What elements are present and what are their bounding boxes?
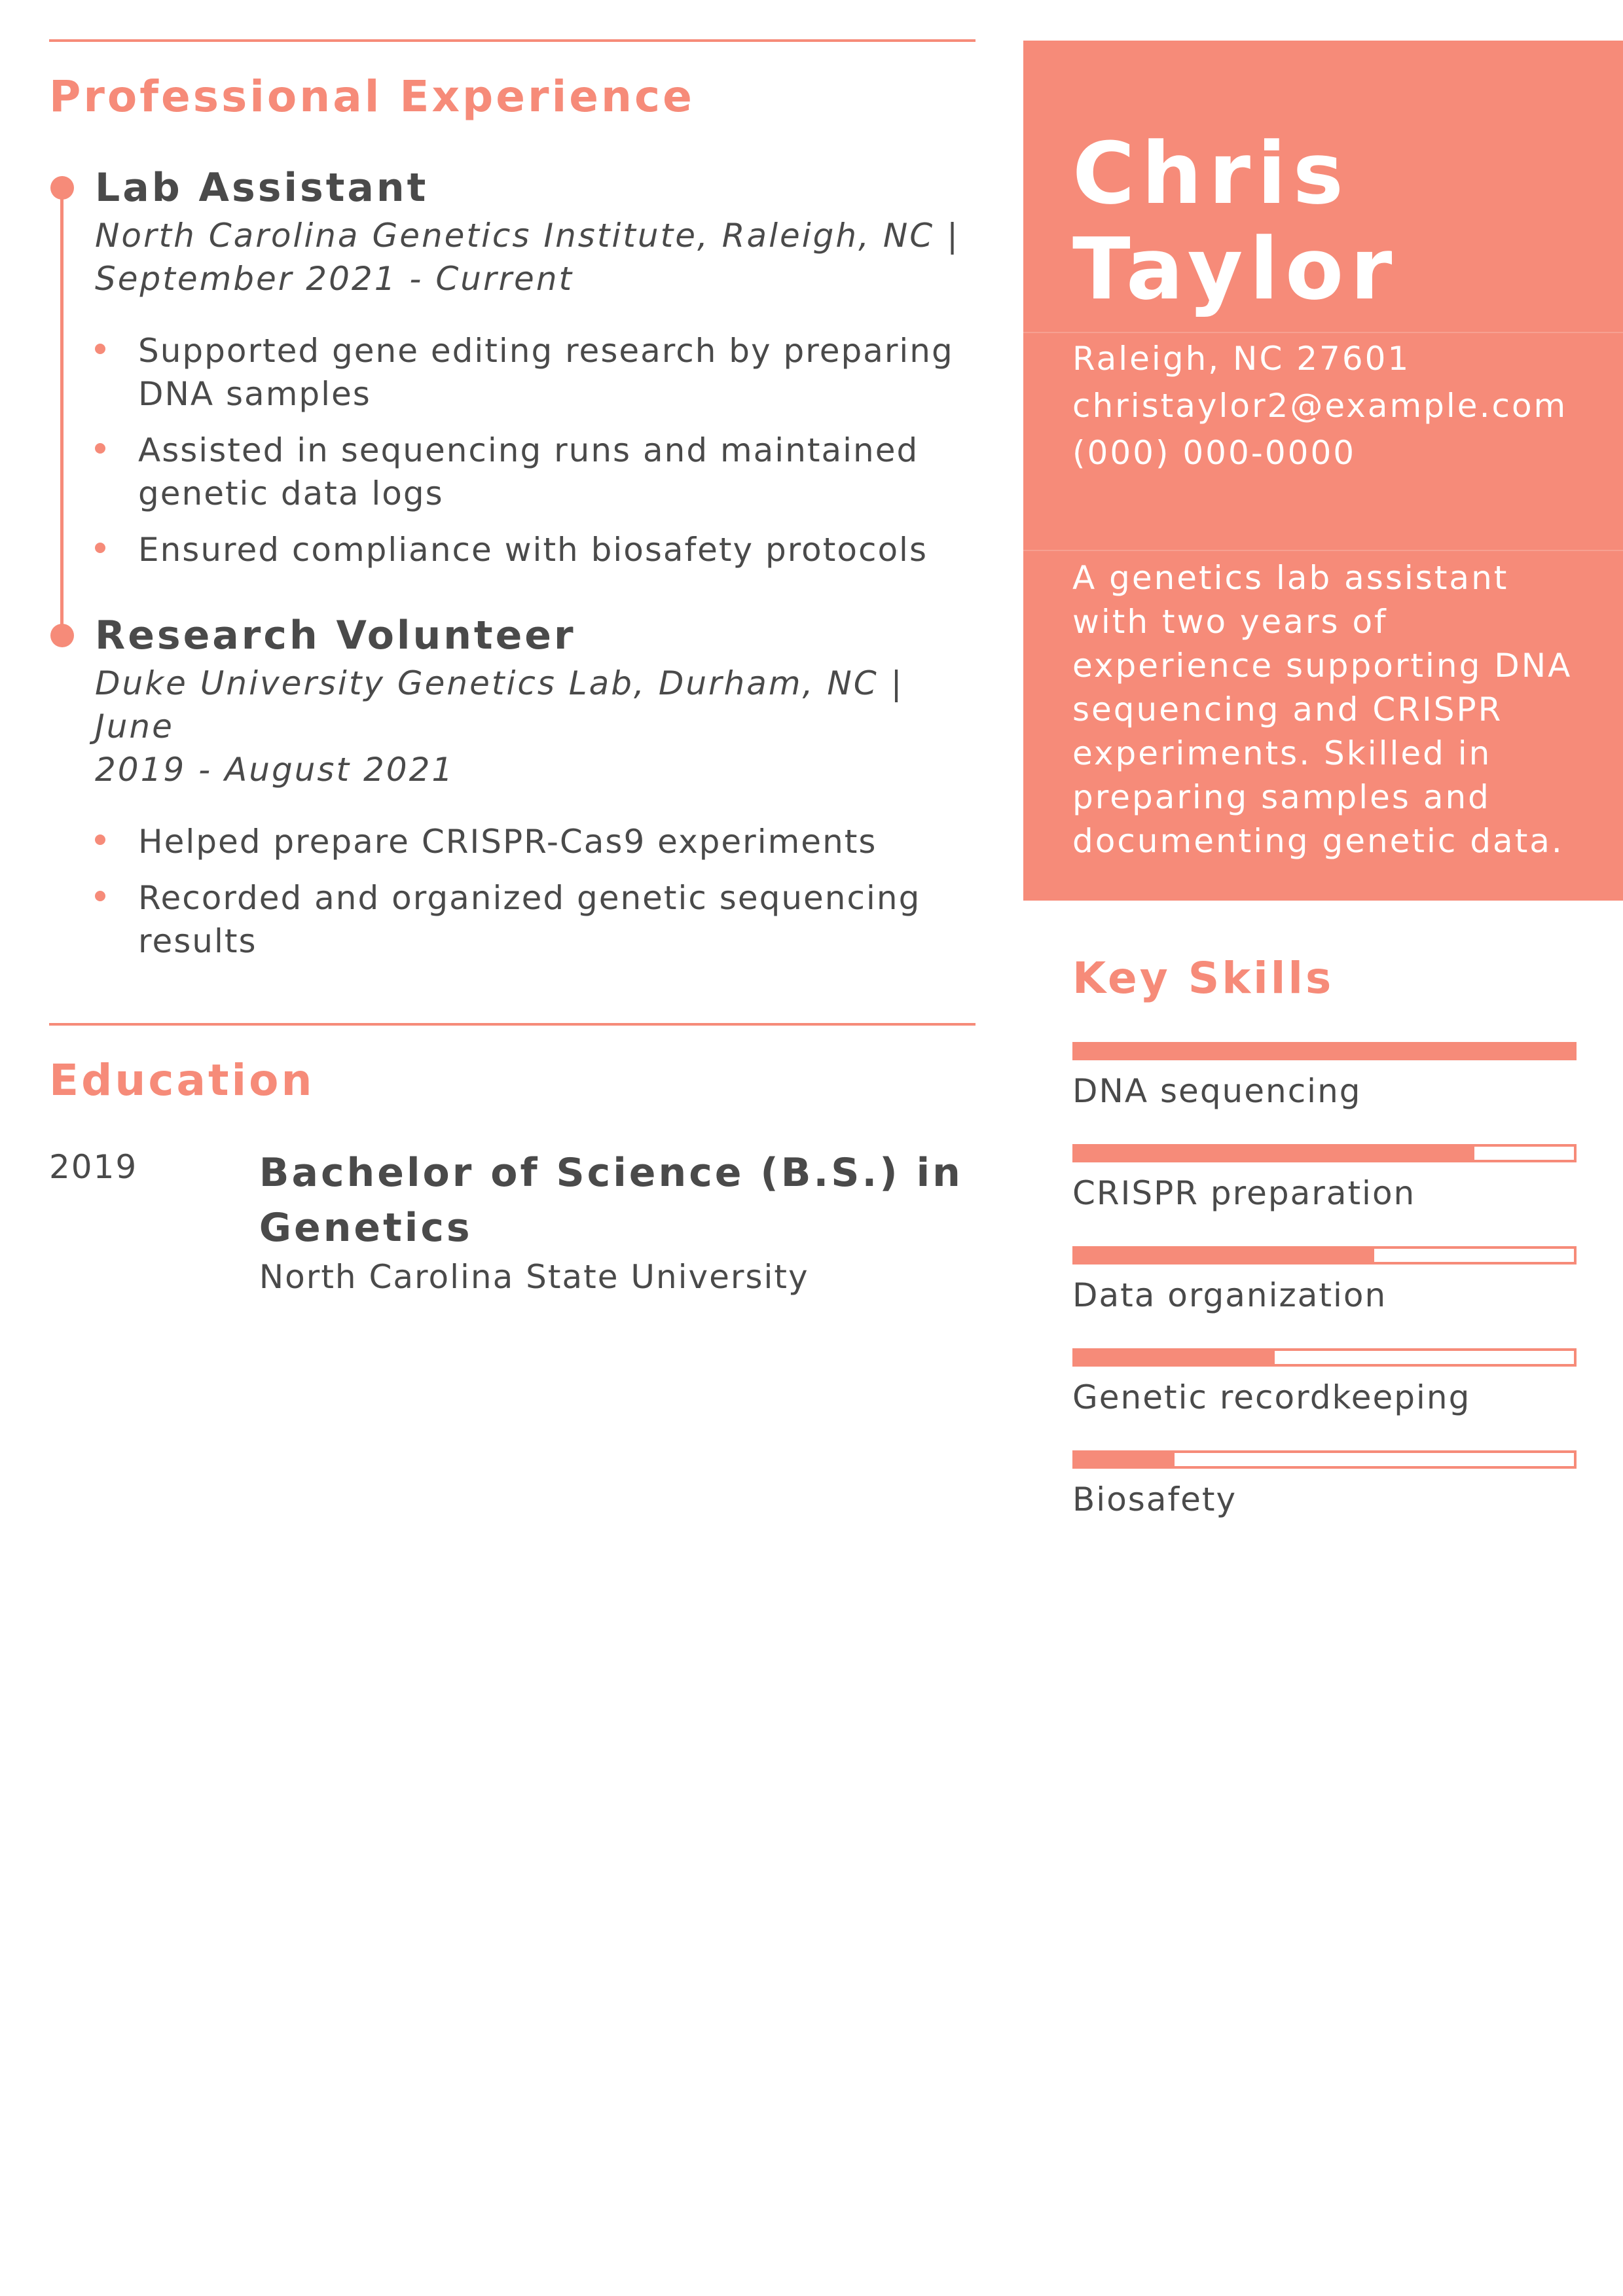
- bullet-text: Supported gene editing research by preparing DNA samples: [138, 332, 954, 414]
- skill-item: [1072, 1246, 1577, 1317]
- education-heading: Education: [49, 1055, 315, 1106]
- skill-item: [1072, 1348, 1577, 1419]
- bullet-dot-icon: [95, 543, 105, 553]
- job-bullets: [95, 329, 976, 571]
- list-item: [95, 429, 976, 515]
- skill-level-fill: [1075, 1045, 1574, 1058]
- bullet-dot-icon: [95, 891, 105, 901]
- bullet-text: Recorded and organized genetic sequencing results: [138, 879, 921, 961]
- job-title: Research Volunteer: [95, 613, 576, 659]
- bullet-text: Ensured compliance with biosafety protocols: [138, 531, 928, 569]
- profile-panel: [1023, 41, 1623, 901]
- panel-divider: [1023, 550, 1623, 551]
- left-column: [49, 39, 976, 1299]
- list-item: [95, 528, 976, 571]
- section-divider: [49, 39, 976, 42]
- contact-info: [1072, 335, 1567, 476]
- contact-phone[interactable]: (000) 000-0000: [1072, 434, 1357, 472]
- first-name: Chris: [1072, 124, 1351, 223]
- education-section: [49, 1023, 976, 1299]
- education-entry: [49, 1145, 976, 1299]
- job-meta: [95, 214, 976, 300]
- job-meta-line: 2019 - August 2021: [95, 751, 455, 789]
- candidate-name: [1072, 126, 1398, 317]
- job-meta-line: Duke University Genetics Lab, Durham, NC | June: [95, 664, 904, 746]
- experience-heading: Professional Experience: [49, 71, 695, 122]
- profile-summary: A genetics lab assistant with two years of experience supporting DNA sequencing and CRISPR experiments. Skilled in preparing samples and documenting genetic data.: [1072, 559, 1573, 860]
- skill-level-fill: [1075, 1453, 1175, 1466]
- bullet-text: Assisted in sequencing runs and maintained genetic data logs: [138, 431, 919, 513]
- skill-level-bar: [1072, 1246, 1577, 1265]
- education-degree: Bachelor of Science (B.S.) in Genetics: [259, 1150, 963, 1251]
- skill-level-fill: [1075, 1249, 1374, 1262]
- bullet-dot-icon: [95, 443, 105, 454]
- job-title: Lab Assistant: [95, 165, 429, 211]
- list-item: [95, 876, 976, 963]
- skill-level-bar: [1072, 1450, 1577, 1469]
- skill-item: [1072, 1450, 1577, 1521]
- timeline-dot-icon: [50, 624, 74, 647]
- skills-section: [1072, 952, 1577, 1552]
- skill-label: Data organization: [1072, 1276, 1387, 1315]
- bullet-dot-icon: [95, 834, 105, 845]
- education-year: 2019: [49, 1148, 138, 1187]
- job-meta-line: September 2021 - Current: [95, 260, 574, 298]
- skill-label: Biosafety: [1072, 1480, 1237, 1519]
- skill-level-fill: [1075, 1351, 1275, 1364]
- bullet-text: Helped prepare CRISPR-Cas9 experiments: [138, 823, 877, 861]
- skill-level-fill: [1075, 1147, 1474, 1160]
- job-bullets: [95, 820, 976, 963]
- skill-level-bar: [1072, 1042, 1577, 1060]
- panel-divider: [1023, 332, 1623, 333]
- last-name: Taylor: [1072, 219, 1399, 319]
- skill-level-bar: [1072, 1144, 1577, 1162]
- education-details: [259, 1145, 976, 1299]
- skills-list: [1072, 1042, 1577, 1521]
- job-meta-line: North Carolina Genetics Institute, Raleigh, NC |: [95, 217, 960, 255]
- job-entry: [49, 612, 976, 963]
- skill-label: CRISPR preparation: [1072, 1174, 1416, 1213]
- job-entry: [49, 164, 976, 571]
- skills-heading: Key Skills: [1072, 953, 1334, 1003]
- timeline-dot-icon: [50, 176, 74, 200]
- education-school: North Carolina State University: [259, 1258, 809, 1297]
- skill-item: [1072, 1144, 1577, 1215]
- list-item: [95, 820, 976, 863]
- list-item: [95, 329, 976, 416]
- experience-timeline: [49, 164, 976, 963]
- skill-label: DNA sequencing: [1072, 1072, 1362, 1111]
- skill-label: Genetic recordkeeping: [1072, 1378, 1471, 1417]
- contact-location: Raleigh, NC 27601: [1072, 340, 1411, 378]
- skill-item: [1072, 1042, 1577, 1113]
- bullet-dot-icon: [95, 344, 105, 354]
- contact-email[interactable]: christaylor2@example.com: [1072, 387, 1568, 425]
- job-meta: [95, 662, 976, 791]
- section-divider: [49, 1023, 976, 1026]
- skill-level-bar: [1072, 1348, 1577, 1367]
